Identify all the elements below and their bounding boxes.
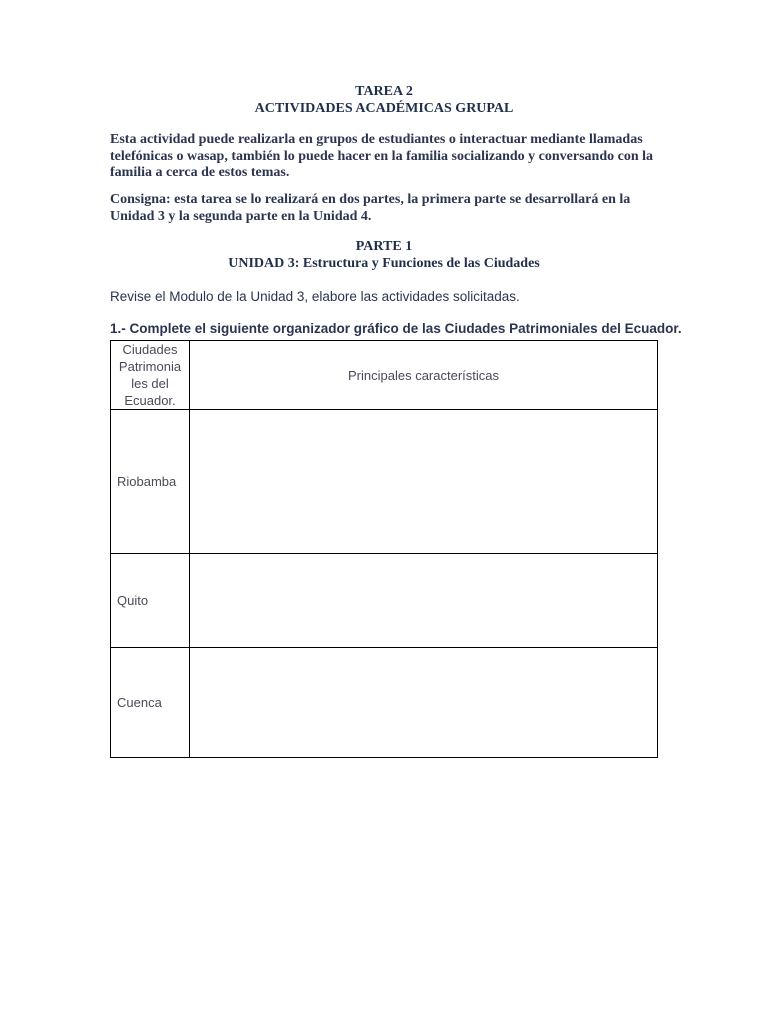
city-cell: Cuenca — [111, 648, 190, 758]
characteristics-cell — [190, 554, 658, 648]
header-city-line: les del — [131, 376, 169, 391]
header-city-line: Ecuador. — [124, 393, 176, 408]
header-characteristics-cell: Principales características — [190, 341, 658, 410]
consigna-paragraph: Consigna: esta tarea se lo realizará en dos partes, la primera parte se desarrollará en la Unidad 3 y la segunda parte en la Unidad 4. — [110, 192, 631, 224]
part-title: PARTE 1 — [355, 239, 413, 254]
intro-paragraph: Esta actividad puede realizarla en grupos de estudiantes o interactuar mediante llamadas telefónicas o wasap, también lo puede hacer en la familia socializando y conversando con la familia a cerca de estos temas. — [110, 132, 654, 180]
instruction-text: Revise el Modulo de la Unidad 3, elabore las actividades solicitadas. — [110, 289, 520, 304]
header-city-line: Patrimonia — [118, 359, 182, 374]
document-title: TAREA 2 — [355, 84, 413, 99]
document-subtitle: ACTIVIDADES ACADÉMICAS GRUPAL — [254, 101, 514, 116]
table-row — [111, 648, 658, 758]
table-header-row — [111, 341, 658, 410]
city-cell: Riobamba — [111, 410, 190, 554]
city-cell: Quito — [111, 554, 190, 648]
characteristics-cell — [190, 410, 658, 554]
question-text: 1.- Complete el siguiente organizador gráfico de las Ciudades Patrimoniales del Ecuador. — [110, 321, 682, 336]
header-city-cell — [111, 341, 190, 410]
characteristics-cell — [190, 648, 658, 758]
table-row — [111, 554, 658, 648]
header-city-line: Ciudades — [122, 342, 178, 357]
unit-title: UNIDAD 3: Estructura y Funciones de las Ciudades — [228, 256, 540, 271]
table-row — [111, 410, 658, 554]
organizer-table — [110, 340, 658, 758]
